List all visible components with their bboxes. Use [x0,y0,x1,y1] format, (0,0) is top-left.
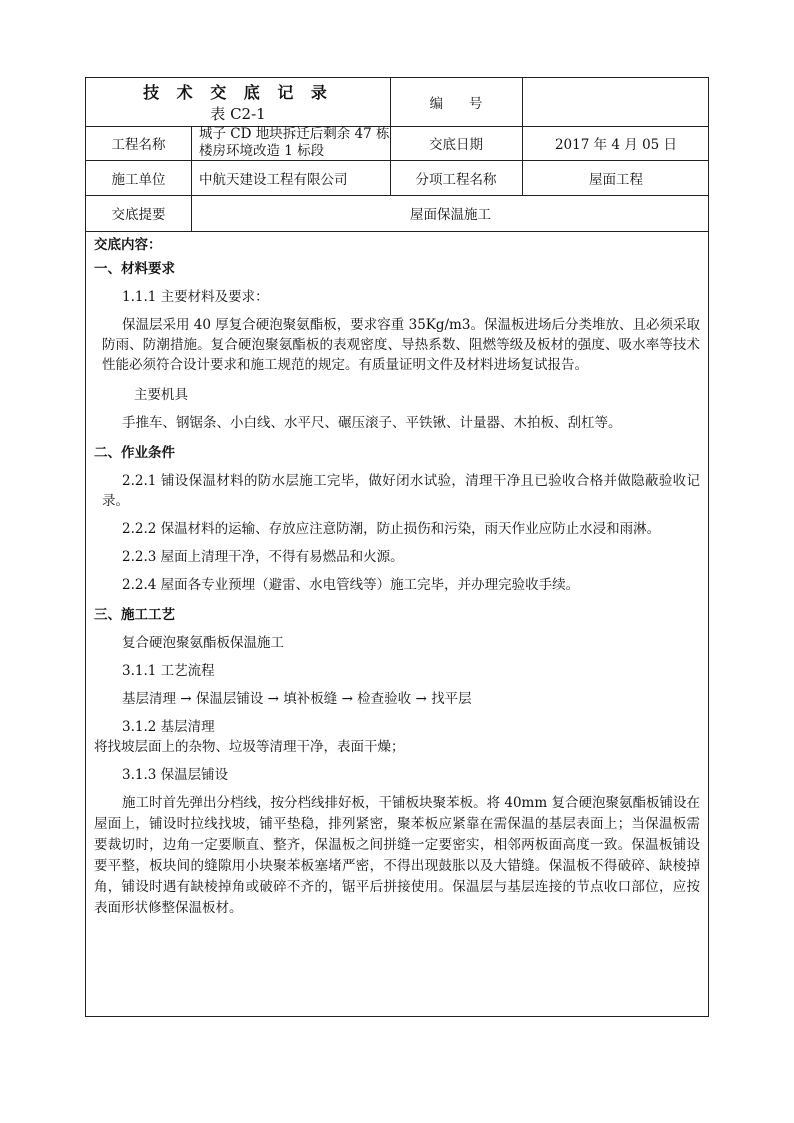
sub-item-label: 分项工程名称 [415,171,497,188]
serial-label: 编 号 [429,96,483,112]
section-3-2: 3.1.2 基层清理 [122,719,215,735]
section-3-3-paragraph: 施工时首先弹出分档线，按分档线排好板，干铺板块聚苯板。将 40mm 复合硬泡聚氨酯板铺设在屋面上，铺设时拉线找坡，铺平垫稳，排列紧密，聚苯板应紧靠在需保温的基层表面上；当保温板需要裁切时，边角一定要顺直、整齐，保温板之间拼缝一定要密实，相邻两板面高度一致。保温板铺设要平整，板块间的缝隙用小块聚苯板塞堵严密，不得出现鼓胀以及大错缝。保温板不得破碎、缺棱掉角，铺设时遇有缺棱掉角或破碎不齐的，锯平后拼接使用。保温层与基层连接的节点收口部位，应按表面形状修整保温板材。 [94,795,700,916]
section-3-2-paragraph: 将找坡层面上的杂物、垃圾等清理干净，表面干燥； [94,739,405,755]
section-2-title: 二、作业条件 [94,445,175,461]
process-flow: 基层清理 → 保温层铺设 → 填补板缝 → 检查验收 → 找平层 [122,691,472,707]
section-3-intro: 复合硬泡聚氨酯板保温施工 [122,635,284,651]
technical-disclosure-form [85,77,709,1017]
form-title-block [86,78,390,126]
section-2-4: 2.2.4 屋面各专业预埋（避雷、水电管线等）施工完毕，并办理完验收手续。 [122,577,580,593]
summary-value: 屋面保温施工 [410,207,491,223]
section-3-3: 3.1.3 保温层铺设 [122,767,229,783]
project-name-value [191,126,390,160]
section-1-paragraph: 保温层采用 40 厚复合硬泡聚氨酯板，要求容重 35Kg/m3。保温板进场后分类堆放、且必须采取防雨、防潮措施。复合硬泡聚氨酯板的表观密度、导热系数、阻燃等级及板材的强度、吸水率等技术性能必须符合设计要求和施工规范的规定。有质量证明文件及材料进场复试报告。 [102,317,700,373]
form-title: 技 术 交 底 记 录 [143,83,333,102]
disclosure-date-value: 2017 年 4 月 05 日 [554,137,678,153]
tools-title: 主要机具 [134,387,188,403]
section-2-2: 2.2.2 保温材料的运输、存放应注意防潮，防止损伤和污染，雨天作业应防止水浸和雨淋。 [122,521,661,537]
contractor-label: 施工单位 [111,171,166,188]
section-1-title: 一、材料要求 [94,261,175,277]
tools-list: 手推车、钢锯条、小白线、水平尺、碾压滚子、平铁锹、计量器、木拍板、刮杠等。 [122,415,622,431]
disclosure-date-label: 交底日期 [429,137,483,153]
form-number: 表 C2-1 [210,105,266,123]
contractor-value: 中航天建设工程有限公司 [199,171,348,188]
sub-item-value: 屋面工程 [589,171,643,188]
section-2-3: 2.2.3 屋面上清理干净，不得有易燃品和火源。 [122,549,404,565]
row-divider [86,231,708,232]
disclosure-content [86,235,708,919]
project-name-line-1: 城子 CD 地块拆迁后剩余 47 栋 [199,126,390,142]
section-3-title: 三、施工工艺 [94,607,175,623]
project-name-line-2: 楼房环境改造 1 标段 [199,143,325,159]
section-1-1: 1.1.1 主要材料及要求： [122,289,269,305]
project-name-label: 工程名称 [111,137,166,153]
section-3-1: 3.1.1 工艺流程 [122,663,215,679]
summary-label: 交底提要 [111,207,166,223]
serial-value [522,78,710,126]
section-2-1: 2.2.1 铺设保温材料的防水层施工完毕，做好闭水试验，清理干净且已验收合格并做隐蔽验收记录。 [102,473,700,509]
content-heading: 交底内容： [94,237,162,253]
